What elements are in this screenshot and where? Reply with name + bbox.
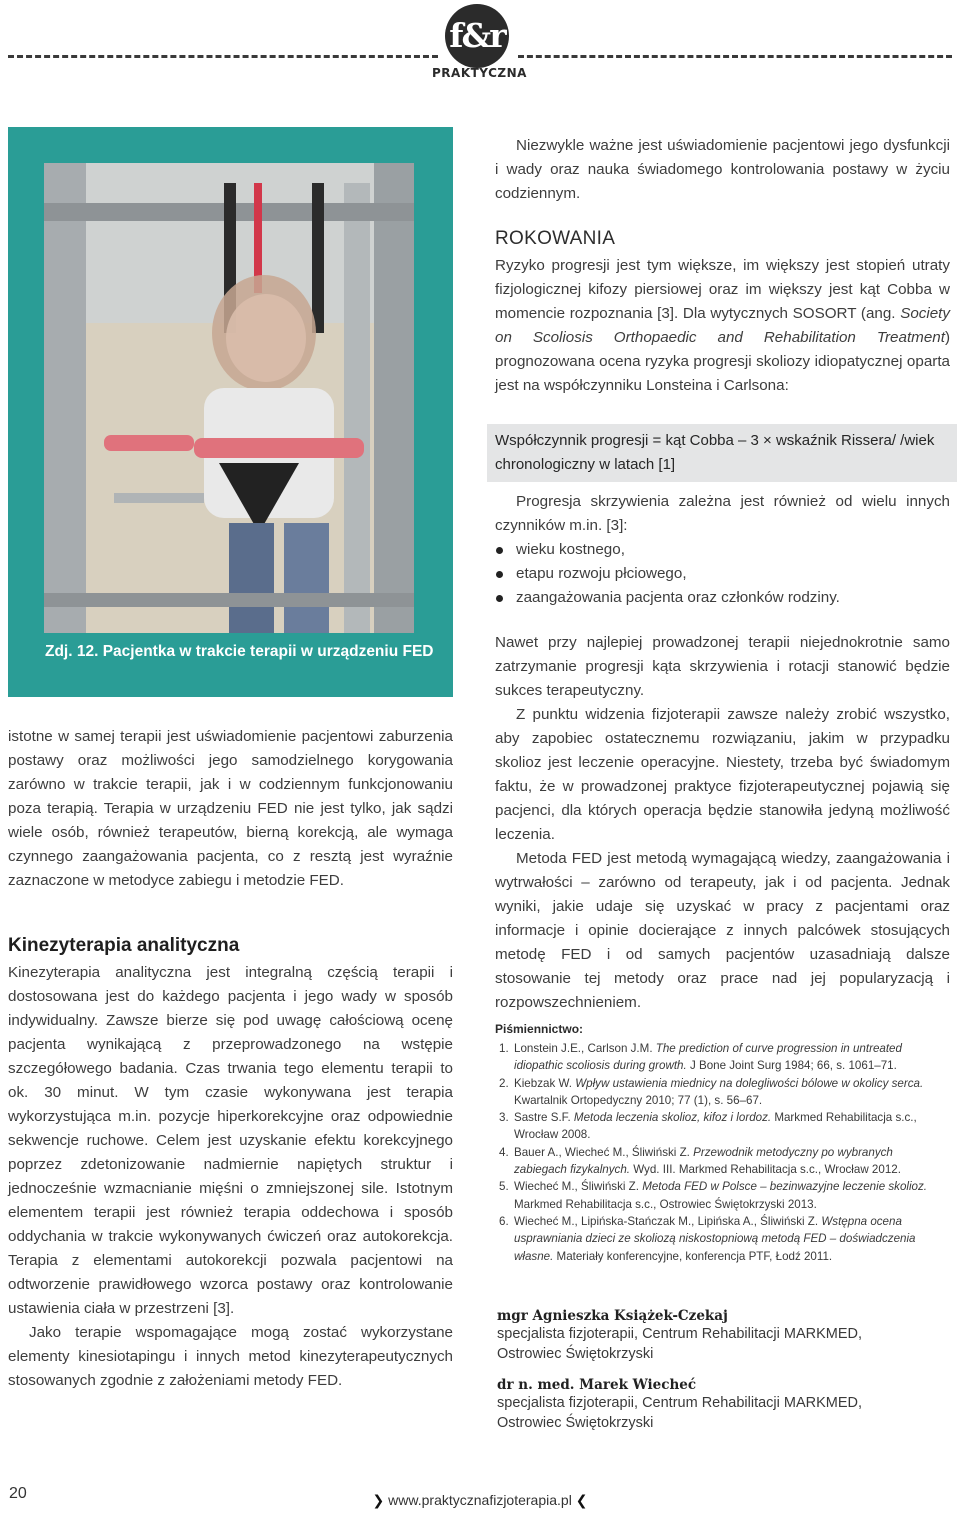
list-item: etapu rozwoju płciowego, [495, 562, 950, 586]
reference-item [495, 1109, 940, 1144]
reference-item [495, 1178, 940, 1213]
reference-item [495, 1144, 940, 1179]
list-item: zaangażowania pacjenta oraz członków rodziny. [495, 586, 950, 610]
header-divider-right [518, 55, 952, 58]
reference-authors: Bauer A., Wiecheć M., Śliwiński Z. [514, 1145, 694, 1159]
reference-number: 5. [499, 1180, 509, 1194]
references-title: Piśmiennictwo: [495, 1022, 584, 1036]
left-paragraph-1: istotne w samej terapii jest uświadomienie pacjentowi zaburzenia postawy oraz możliwości jego samodzielnego korygowania zarówno w trakcie terapii, jak i w codziennym funkcjonowaniu poza terapią. Terapia w urządzeniu FED nie jest tylko, jak sądzi wiele osób, również terapeutów, bierną korekcją, ale wymaga czynnego zaangażowania pacjenta, co z resztą jest wyraźnie zaznaczone w metodyce zabiegu i metodzie FED. [8, 728, 453, 889]
progression-factors-list [495, 538, 950, 610]
therapy-photo-illustration [44, 163, 414, 633]
section-heading-kinezyterapia: Kinezyterapia analityczna [8, 935, 240, 956]
progression-factors-intro: Progresja skrzywienia zależna jest również od wielu innych czynników m.in. [3]: [495, 493, 950, 534]
reference-source: Wyd. III. Markmed Rehabilitacja s.c., Wrocław 2012. [630, 1163, 901, 1177]
left-paragraph-3: Jako terapie wspomagające mogą zostać wykorzystane elementy kinesiotapingu i innych metod kinezyterapeutycznych stosowanych zgodnie z założeniami metody FED. [8, 1324, 453, 1389]
reference-title: The prediction of curve progression in untreated idiopathic scoliosis during growth. [514, 1042, 902, 1073]
reference-number: 6. [499, 1214, 509, 1228]
author-affiliation: specjalista fizjoterapii, Centrum Rehabilitacji MARKMED, [497, 1395, 863, 1411]
left-column-body-2 [8, 961, 453, 1393]
author-city: Ostrowiec Świętokrzyski [497, 1346, 654, 1362]
author-name: mgr Agnieszka Książek-Czekaj [497, 1308, 728, 1324]
reference-authors: Kiebzak W. [514, 1076, 576, 1090]
right-paragraph-3 [495, 631, 950, 1015]
right-paragraph-1 [495, 254, 950, 398]
reference-source: Markmed Rehabilitacja s.c., Wrocław 2008. [514, 1111, 917, 1142]
left-paragraph-2: Kinezyterapia analityczna jest integralną częścią terapii i dostosowana jest do każdego pacjenta i jego wady w sposób indywidualny. Zawsze bierze się pod uwagę całościową ocenę pacjenta wynikającą z przeprowadzonego na wstępie szczegółowego badania. Czas trwania tego elementu terapii to ok. 30 minut. W tym czasie wykonywana jest terapia wykorzystująca m.in. pozycje hiperkorekcyjne oraz odpowiednie sekwencje ruchowe. Celem jest uzyskanie efektu korekcyjnego poprzez zdetonizowanie nadmiernie napiętych struktur i jednocześnie wzmacnianie mięśni o zmniejszonej sile. Istotnym elementem terapii jest również terapia oddechowa i sposób oddychania w trakcie wykonywanych ćwiczeń oraz autokorekcja. Terapia z elementami autokorekcji pozwala pacjentowi na odtworzenie prawidłowego wzorca postawy oraz kontrolowanie ustawienia ciała w przestrzeni [3]. [8, 964, 453, 1317]
author-block-1 [497, 1308, 947, 1364]
reference-title: Wpływ ustawienia miednicy na dolegliwości bólowe w okolicy serca. [575, 1076, 924, 1090]
author-city: Ostrowiec Świętokrzyski [497, 1415, 654, 1431]
author-name: dr n. med. Marek Wiecheć [497, 1377, 697, 1393]
author-affiliation: specjalista fizjoterapii, Centrum Rehabilitacji MARKMED, [497, 1326, 863, 1342]
reference-source: Markmed Rehabilitacja s.c., Ostrowiec Świętokrzyski 2013. [514, 1197, 817, 1211]
reference-title: Metoda FED w Polsce – bezinwazyjne leczenie skolioz. [642, 1180, 928, 1194]
reference-number: 4. [499, 1145, 509, 1159]
chevron-right-icon: ❯ [372, 1492, 385, 1508]
physio-paragraph: Z punktu widzenia fizjoterapii zawsze należy zrobić wszystko, aby zapobiec ostatecznemu rozwiązaniu, jakim w przypadku skolioz jest leczenie operacyjne. Niestety, trzeba być świadomym faktu, że w prowadzonej praktyce fizjoterapeutycznej pojawią się pacjenci, dla których operacja będzie stanowiła jedyną możliwość leczenia. [495, 706, 950, 843]
reference-source: J Bone Joint Surg 1984; 66, s. 1061–71. [686, 1059, 897, 1073]
sosort-full-name: Society on Scoliosis Orthopaedic and Rehabilitation Treatment [495, 305, 950, 346]
reference-authors: Wiecheć M., Śliwiński Z. [514, 1180, 643, 1194]
rokowania-text-b: ) prognozowana ocena ryzyka progresji skoliozy idiopatycznej oparta jest na współczynniku Lonsteina i Carlsona: [495, 329, 950, 394]
reference-source: Materiały konferencyjne, konferencja PTF, Łodź 2011. [553, 1249, 833, 1263]
therapy-photo [44, 163, 414, 633]
reference-authors: Sastre S.F. [514, 1111, 574, 1125]
reference-title: Przewodnik metodyczny po wybranych zabiegach fizykalnych. [514, 1145, 893, 1177]
list-item: wieku kostnego, [495, 538, 950, 562]
footer-website [360, 1492, 600, 1509]
reference-authors: Lonstein J.E., Carlson J.M. [514, 1042, 656, 1055]
progression-formula-box: Współczynnik progresji = kąt Cobba – 3 × wskaźnik Rissera/ /wiek chronologiczny w latach [1] [487, 424, 957, 482]
photo-panel [8, 127, 453, 697]
magazine-logo-subtitle: PRAKTYCZNA [432, 66, 527, 80]
references-list [495, 1040, 940, 1265]
photo-caption: Zdj. 12. Pacjentka w trakcie terapii w urządzeniu FED [45, 643, 434, 660]
reference-item [495, 1213, 940, 1265]
right-intro [495, 134, 950, 206]
author-block-2 [497, 1377, 947, 1433]
reference-item [495, 1040, 940, 1075]
reference-title: Wstępna ocena usprawniania dzieci ze skoliozą niskostopniową metodą FED – doświadczenia własne. [514, 1214, 916, 1263]
right-paragraph-2 [495, 490, 950, 610]
prognosis-paragraph: Nawet przy najlepiej prowadzonej terapii niejednokrotnie samo zatrzymanie progresji kąta skrzywienia i rotacji stanowić będzie sukces terapeutyczny. [495, 634, 950, 699]
reference-title: Metoda leczenia skolioz, kifoz i lordoz. [573, 1111, 772, 1125]
magazine-logo: f&r [445, 4, 509, 68]
reference-number: 3. [499, 1111, 509, 1125]
right-intro-paragraph: Niezwykle ważne jest uświadomienie pacjentowi jego dysfunkcji i wady oraz nauka świadomego kontrolowania postawy w życiu codziennym. [495, 137, 950, 202]
rokowania-paragraph [495, 254, 950, 398]
rokowania-text-a: Ryzyko progresji jest tym większe, im większy jest stopień utraty fizjologicznej kifozy piersiowej oraz im większy jest kąt Cobba w momencie rozpoznania [3]. Dla wytycznych SOSORT (ang. [495, 257, 950, 322]
chevron-left-icon: ❮ [575, 1492, 588, 1508]
website-url[interactable]: www.praktycznafizjoterapia.pl [388, 1492, 572, 1508]
page-number: 20 [9, 1485, 27, 1502]
fed-method-paragraph: Metoda FED jest metodą wymagającą wiedzy, zaangażowania i wytrwałości – zarówno od terapeuty, jak i od pacjenta. Jednak wyniki, jakie udaje się uzyskać w pracy z pacjentami oraz informacje i opinie docierające z innych palcówek stosujących metodę FED i od samych pacjentów uzasadniają dalsze stosowanie tej metody oraz prace nad jej popularyzacją i rozpowszechnieniem. [495, 850, 950, 1011]
header-divider-left [8, 55, 438, 58]
reference-item [495, 1075, 940, 1110]
section-heading-rokowania: ROKOWANIA [495, 228, 616, 249]
reference-authors: Wiecheć M., Lipińska-Stańczak M., Lipińska A., Śliwiński Z. [514, 1214, 822, 1228]
left-column-body [8, 725, 453, 893]
reference-number: 1. [499, 1042, 509, 1055]
reference-source: Kwartalnik Ortopedyczny 2010; 77 (1), s. 56–67. [514, 1093, 763, 1107]
reference-number: 2. [499, 1076, 509, 1090]
